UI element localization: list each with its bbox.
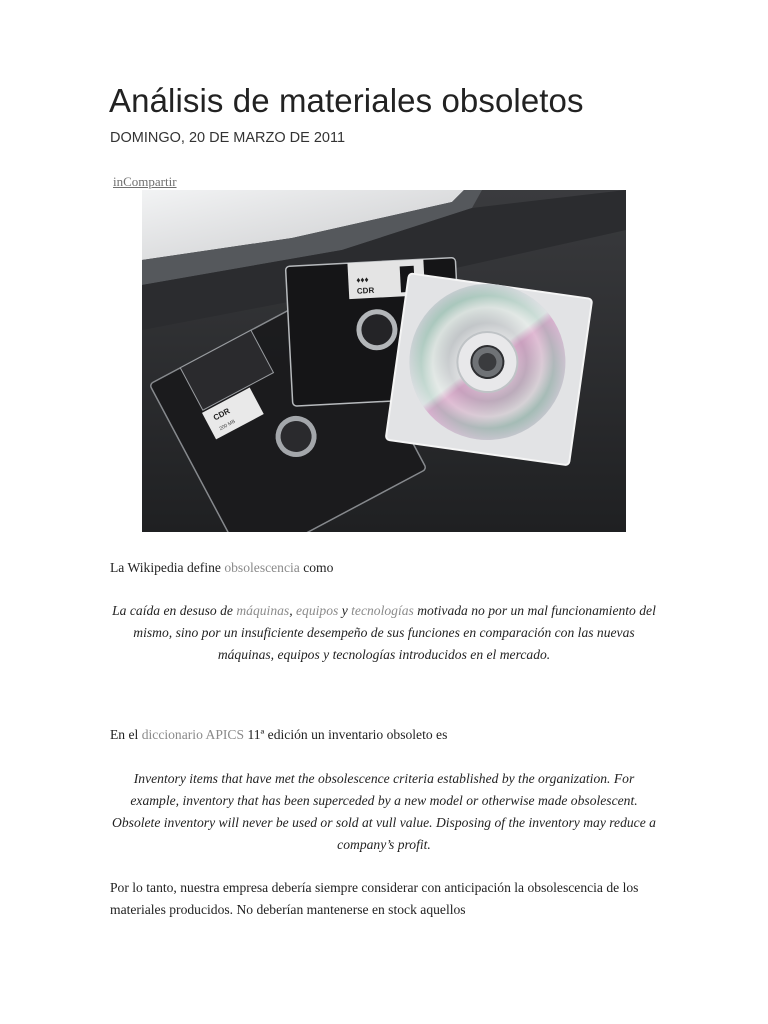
text-span: En el	[110, 727, 142, 742]
text-span: como	[299, 560, 334, 575]
link-diccionario-apics[interactable]: diccionario APICS	[141, 727, 245, 742]
text-span: 11ª edición un inventario obsoleto es	[244, 727, 448, 742]
paragraph-conclusion: Por lo tanto, nuestra empresa debería siempre considerar con anticipación la obsolescencia de los materiales producidos. No deberían mantenerse en stock aquellos	[110, 880, 639, 917]
paragraph-definition-intro	[110, 557, 658, 579]
post-date: DOMINGO, 20 DE MARZO DE 2011	[110, 130, 346, 146]
linkedin-share-link[interactable]: inCompartir	[113, 174, 177, 189]
link-obsolescencia[interactable]: obsolescencia	[224, 560, 300, 575]
svg-text:200 MB: 200 MB	[218, 418, 237, 433]
text-span: motivada no por un mal funcionamiento del mismo, sino por un insuficiente desempeño de sus funciones en comparación con las nuevas máquinas, equipos y tecnologías introducidos en el mercado.	[133, 603, 656, 662]
floppy-disks-and-cd-photo	[142, 190, 626, 532]
quote-apics: Inventory items that have met the obsolescence criteria established by the organization. For example, inventory that has been superceded by a new model or otherwise made obsolescent. Obsolete inventory will never be used or sold at vull value. Disposing of the inventory may reduce a company’s profit.	[112, 771, 656, 852]
text-span: ,	[289, 603, 297, 618]
svg-text:CDR: CDR	[356, 285, 375, 296]
link-tecnologias[interactable]: tecnologías	[351, 603, 414, 618]
svg-text:♦♦♦: ♦♦♦	[356, 275, 369, 285]
text-span: La caída en desuso de	[112, 603, 237, 618]
post-title: Análisis de materiales obsoletos	[109, 82, 584, 119]
link-equipos[interactable]: equipos	[296, 603, 339, 618]
svg-text:CDR: CDR	[211, 406, 232, 423]
text-span: La Wikipedia define	[110, 560, 225, 575]
paragraph-apics-intro	[110, 724, 658, 746]
link-maquinas[interactable]: máquinas	[236, 603, 290, 618]
quote-wikipedia	[110, 600, 658, 666]
text-span: y	[338, 603, 352, 618]
